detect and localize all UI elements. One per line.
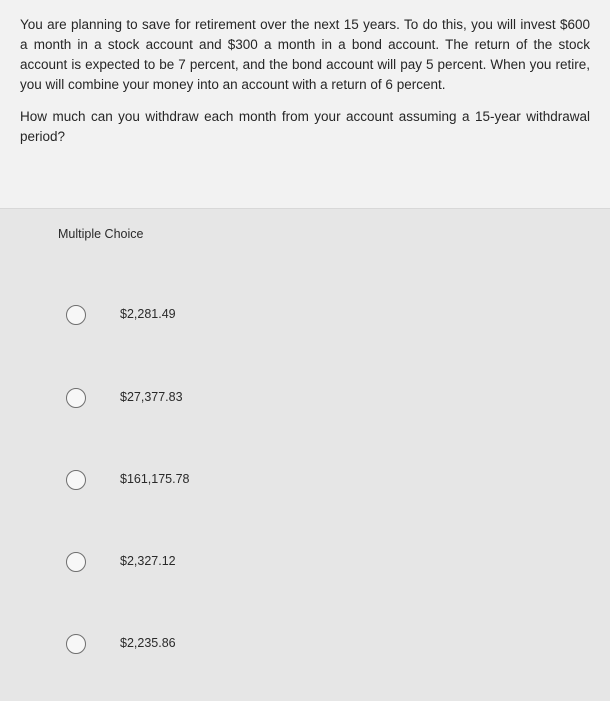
answer-option-label: $2,235.86 (120, 636, 176, 650)
answers-panel (0, 208, 610, 701)
question-text: You are planning to save for retirement over the next 15 years. To do this, you will invest $600 a month in a stock account and $300 a month in a bond account. The return of the stock account is expected to be 7 percent, and the bond account will pay 5 percent. When you retire, you will combine your money into an account with a return of 6 percent. (20, 17, 590, 92)
answer-option-3[interactable] (56, 461, 610, 503)
answer-option-label: $2,327.12 (120, 554, 176, 568)
radio-button-icon[interactable] (66, 552, 86, 572)
answer-option-label: $27,377.83 (120, 390, 183, 404)
radio-button-icon[interactable] (66, 388, 86, 408)
radio-button-icon[interactable] (66, 470, 86, 490)
radio-button-icon[interactable] (66, 634, 86, 654)
multiple-choice-label: Multiple Choice (58, 227, 144, 241)
answer-option-label: $161,175.78 (120, 472, 190, 486)
question-area (0, 0, 610, 208)
answer-option-2[interactable] (56, 379, 610, 421)
radio-button-icon[interactable] (66, 305, 86, 325)
answer-option-1[interactable] (56, 296, 610, 338)
answer-option-4[interactable] (56, 543, 610, 585)
answer-option-label: $2,281.49 (120, 307, 176, 321)
question-prompt: How much can you withdraw each month from your account assuming a 15-year withdrawal period? (20, 109, 590, 144)
answer-option-5[interactable] (56, 625, 610, 667)
